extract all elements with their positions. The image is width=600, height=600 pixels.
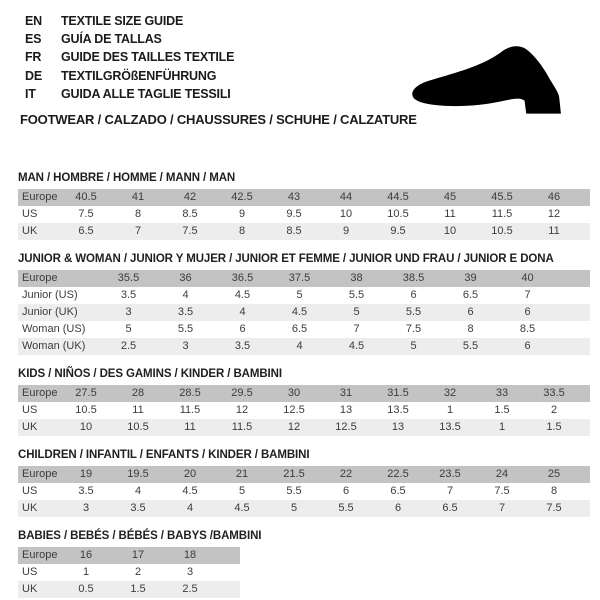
size-cell: 23.5	[439, 468, 461, 481]
size-cell: 3	[82, 502, 90, 515]
section-man	[18, 171, 590, 240]
size-cell: 7	[446, 485, 454, 498]
size-cell: 37.5	[288, 272, 311, 285]
table-row	[18, 581, 240, 598]
size-cell: 13	[339, 404, 353, 417]
size-cell: 8.5	[182, 208, 198, 221]
size-cell: 6.5	[462, 289, 479, 302]
size-cell: 4.5	[182, 485, 198, 498]
size-cell: 6	[239, 323, 246, 336]
size-cell: 11.5	[179, 404, 201, 417]
size-cell: 5.5	[348, 289, 365, 302]
size-cell: 5	[238, 485, 246, 498]
size-cell: 45	[443, 191, 457, 204]
size-cell: 22.5	[387, 468, 409, 481]
size-cell: 3.5	[177, 306, 194, 319]
size-cell: 5.5	[338, 502, 354, 515]
row-label: Europe	[22, 272, 58, 285]
size-cell: 12	[547, 208, 561, 221]
row-label: UK	[22, 225, 38, 238]
table-row	[18, 564, 240, 581]
lang-title: GUIDE DES TAILLES TEXTILE	[61, 50, 235, 65]
size-cell: 7	[524, 289, 531, 302]
table-row	[18, 206, 590, 223]
section-junior-woman	[18, 252, 590, 355]
row-label: Europe	[22, 549, 58, 562]
row-label: US	[22, 208, 38, 221]
row-label: Europe	[22, 387, 58, 400]
size-cell: 44.5	[387, 191, 409, 204]
size-cell: 18	[183, 549, 197, 562]
size-cell: 36	[179, 272, 192, 285]
row-label: UK	[22, 583, 38, 596]
table-row	[18, 402, 590, 419]
size-cell: 6	[394, 502, 402, 515]
lang-title: TEXTILE SIZE GUIDE	[61, 14, 184, 28]
size-cell: 7	[353, 323, 360, 336]
size-cell: 4	[134, 485, 142, 498]
size-cell: 5	[125, 323, 132, 336]
size-table-babies	[18, 547, 240, 598]
table-row	[18, 385, 590, 402]
size-cell: 2.5	[182, 583, 198, 596]
size-cell: 10	[443, 225, 457, 238]
section-title: MAN / HOMBRE / HOMME / MANN / MAN	[18, 172, 236, 185]
lang-title: TEXTILGRÖßENFÜHRUNG	[61, 68, 217, 83]
size-cell: 0.5	[78, 583, 94, 596]
row-label: Junior (US)	[22, 289, 78, 302]
size-cell: 5.5	[177, 323, 194, 336]
lang-code: FR	[25, 50, 42, 65]
size-cell: 5.5	[286, 485, 302, 498]
category-heading: FOOTWEAR / CALZADO / CHAUSSURES / SCHUHE / CALZATURE	[20, 112, 417, 128]
size-cell: 6.5	[390, 485, 406, 498]
size-cell: 8	[238, 225, 246, 238]
size-cell: 2	[550, 404, 558, 417]
size-cell: 6.5	[78, 225, 94, 238]
size-cell: 4.5	[234, 289, 251, 302]
size-cell: 38	[350, 272, 363, 285]
size-cell: 42	[183, 191, 197, 204]
dress-shoe-icon	[400, 40, 578, 118]
section-title: KIDS / NIÑOS / DES GAMINS / KINDER / BAMBINI	[18, 368, 282, 381]
size-cell: 13	[391, 421, 405, 434]
size-cell: 7.5	[546, 502, 562, 515]
size-cell: 3.5	[120, 289, 137, 302]
size-cell: 8.5	[286, 225, 302, 238]
size-cell: 1.5	[494, 404, 510, 417]
size-cell: 4	[186, 502, 194, 515]
row-label: Woman (US)	[22, 323, 86, 336]
section-title: BABIES / BEBÉS / BÉBÉS / BABYS /BAMBINI	[18, 530, 262, 543]
size-cell: 25	[547, 468, 561, 481]
size-cell: 33.5	[543, 387, 565, 400]
size-cell: 44	[339, 191, 353, 204]
size-cell: 5.5	[405, 306, 422, 319]
size-cell: 7	[498, 502, 506, 515]
size-cell: 27.5	[75, 387, 97, 400]
size-cell: 6	[467, 306, 474, 319]
size-cell: 6.5	[291, 323, 308, 336]
size-cell: 2.5	[120, 340, 137, 353]
size-cell: 33	[495, 387, 509, 400]
section-title: CHILDREN / INFANTIL / ENFANTS / KINDER / BAMBINI	[18, 449, 310, 462]
size-cell: 10.5	[387, 208, 409, 221]
row-label: UK	[22, 421, 38, 434]
size-cell: 35.5	[117, 272, 140, 285]
size-table-kids	[18, 385, 590, 436]
size-cell: 4	[296, 340, 303, 353]
size-cell: 6.5	[442, 502, 458, 515]
size-cell: 31	[339, 387, 353, 400]
size-cell: 7.5	[405, 323, 422, 336]
table-row	[18, 321, 590, 338]
size-cell: 46	[547, 191, 561, 204]
size-cell: 19.5	[127, 468, 149, 481]
size-cell: 3	[186, 566, 194, 579]
lang-code: ES	[25, 32, 42, 47]
table-row	[18, 287, 590, 304]
size-cell: 10	[79, 421, 93, 434]
size-cell: 10.5	[75, 404, 97, 417]
size-cell: 7.5	[78, 208, 94, 221]
size-cell: 2	[134, 566, 142, 579]
size-cell: 1.5	[130, 583, 146, 596]
size-cell: 16	[79, 549, 93, 562]
size-cell: 38.5	[402, 272, 425, 285]
size-cell: 28	[131, 387, 145, 400]
size-cell: 39	[464, 272, 477, 285]
size-cell: 6	[410, 289, 417, 302]
table-row	[18, 270, 590, 287]
size-cell: 5.5	[462, 340, 479, 353]
size-cell: 7.5	[182, 225, 198, 238]
section-children	[18, 448, 590, 517]
size-cell: 10.5	[491, 225, 513, 238]
size-cell: 9	[342, 225, 350, 238]
table-row	[18, 483, 590, 500]
size-cell: 8	[467, 323, 474, 336]
size-cell: 4.5	[234, 502, 250, 515]
section-title: JUNIOR & WOMAN / JUNIOR Y MUJER / JUNIOR ET FEMME / JUNIOR UND FRAU / JUNIOR E DONA	[18, 253, 554, 266]
size-cell: 3.5	[234, 340, 251, 353]
size-cell: 1	[498, 421, 506, 434]
size-cell: 10.5	[127, 421, 149, 434]
row-label: Woman (UK)	[22, 340, 86, 353]
size-cell: 20	[183, 468, 197, 481]
size-cell: 1	[446, 404, 454, 417]
size-cell: 11.5	[491, 208, 513, 221]
size-cell: 22	[339, 468, 353, 481]
size-cell: 1	[82, 566, 90, 579]
size-cell: 3.5	[130, 502, 146, 515]
lang-title: GUIDA ALLE TAGLIE TESSILI	[61, 86, 231, 101]
lang-code: DE	[25, 68, 42, 83]
size-cell: 12.5	[335, 421, 357, 434]
size-cell: 8	[134, 208, 142, 221]
size-cell: 24	[495, 468, 509, 481]
row-label: Europe	[22, 468, 58, 481]
row-label: US	[22, 566, 38, 579]
size-table-man	[18, 189, 590, 240]
size-cell: 32	[443, 387, 457, 400]
size-cell: 36.5	[231, 272, 254, 285]
table-row	[18, 304, 590, 321]
size-cell: 28.5	[179, 387, 201, 400]
size-cell: 8.5	[519, 323, 536, 336]
size-cell: 45.5	[491, 191, 513, 204]
size-cell: 12	[287, 421, 301, 434]
size-cell: 8	[550, 485, 558, 498]
size-cell: 11	[132, 404, 144, 417]
size-cell: 4	[182, 289, 189, 302]
size-cell: 5	[353, 306, 360, 319]
size-cell: 11	[184, 421, 196, 434]
lang-code: IT	[25, 86, 36, 101]
size-cell: 9.5	[390, 225, 406, 238]
size-cell: 13.5	[387, 404, 409, 417]
size-cell: 6	[524, 340, 531, 353]
size-cell: 10	[339, 208, 353, 221]
size-cell: 40	[521, 272, 534, 285]
lang-code: EN	[25, 14, 42, 28]
size-cell: 41	[131, 191, 145, 204]
size-cell: 6	[524, 306, 531, 319]
section-kids	[18, 367, 590, 436]
size-cell: 6	[342, 485, 350, 498]
size-guide-page	[0, 12, 600, 598]
size-cell: 30	[287, 387, 301, 400]
table-row	[18, 189, 590, 206]
size-cell: 13.5	[439, 421, 461, 434]
size-cell: 5	[290, 502, 298, 515]
lang-title: GUÍA DE TALLAS	[61, 32, 162, 47]
size-cell: 3	[182, 340, 189, 353]
table-row	[18, 500, 590, 517]
size-cell: 40.5	[75, 191, 97, 204]
row-label: US	[22, 404, 38, 417]
table-row	[18, 419, 590, 436]
table-row	[18, 338, 590, 355]
row-label: UK	[22, 502, 38, 515]
size-cell: 4	[239, 306, 246, 319]
lang-line-en	[25, 12, 590, 30]
section-babies	[18, 529, 590, 598]
size-cell: 21.5	[283, 468, 305, 481]
size-cell: 29.5	[231, 387, 253, 400]
size-cell: 11.5	[231, 421, 253, 434]
size-cell: 11	[548, 225, 560, 238]
size-cell: 19	[79, 468, 93, 481]
size-cell: 21	[235, 468, 249, 481]
size-cell: 42.5	[231, 191, 253, 204]
row-label: Junior (UK)	[22, 306, 78, 319]
size-cell: 4.5	[291, 306, 308, 319]
table-row	[18, 223, 590, 240]
row-label: US	[22, 485, 38, 498]
size-cell: 12.5	[283, 404, 305, 417]
size-cell: 1.5	[546, 421, 562, 434]
row-label: Europe	[22, 191, 58, 204]
size-cell: 9	[238, 208, 246, 221]
size-cell: 11	[444, 208, 456, 221]
size-cell: 43	[287, 191, 301, 204]
size-cell: 9.5	[286, 208, 302, 221]
size-cell: 5	[410, 340, 417, 353]
size-cell: 7	[134, 225, 142, 238]
size-cell: 17	[131, 549, 145, 562]
size-cell: 7.5	[494, 485, 510, 498]
size-cell: 12	[235, 404, 249, 417]
size-cell: 31.5	[387, 387, 409, 400]
size-cell: 3	[125, 306, 132, 319]
table-row	[18, 547, 240, 564]
size-cell: 3.5	[78, 485, 94, 498]
size-cell: 5	[296, 289, 303, 302]
size-table-junior-woman	[18, 270, 590, 355]
table-row	[18, 466, 590, 483]
size-table-children	[18, 466, 590, 517]
size-cell: 4.5	[348, 340, 365, 353]
